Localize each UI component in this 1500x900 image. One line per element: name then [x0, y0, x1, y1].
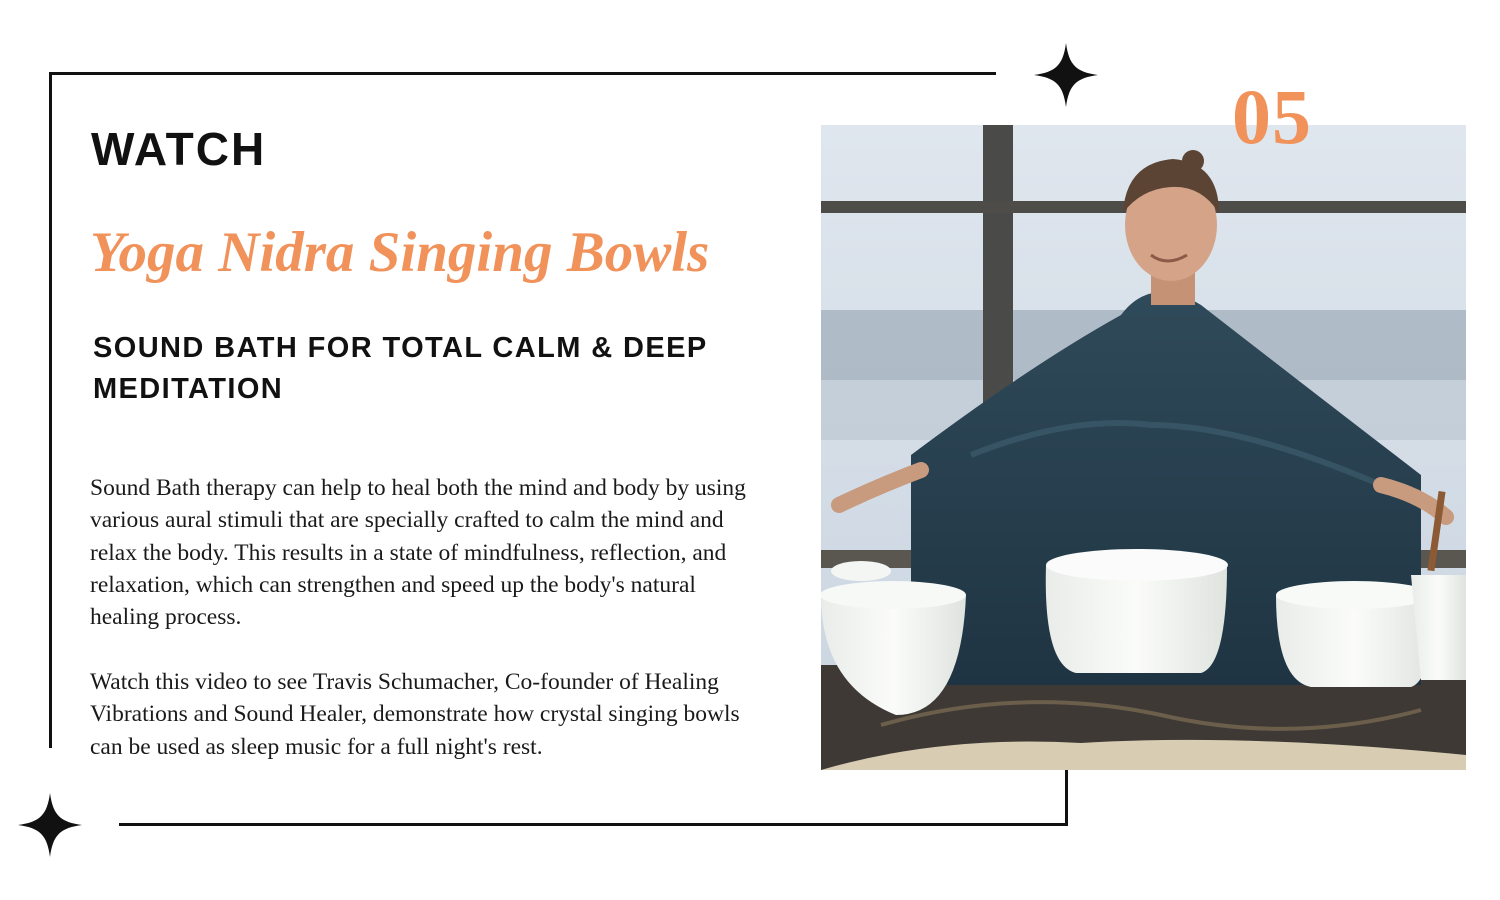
four-point-star-icon	[18, 793, 82, 857]
description-paragraph: Sound Bath therapy can help to heal both the mind and body by using various aural stimuli that are specially crafted to calm the mind and relax the body. This results in a state of mindfulness, reflection, and relaxation, which can strengthen and speed up the body's natural healing process.	[90, 475, 746, 631]
frame-top-line	[49, 72, 996, 75]
video-title: Yoga Nidra Singing Bowls	[90, 221, 710, 284]
four-point-star-icon	[1034, 43, 1098, 107]
frame-right-line	[1065, 770, 1068, 826]
section-number: 05	[1232, 73, 1312, 160]
video-subtitle: SOUND BATH FOR TOTAL CALM & DEEP MEDITATION	[93, 332, 708, 405]
frame-left-line	[49, 72, 52, 748]
frame-bottom-line	[119, 823, 1068, 826]
section-eyebrow: WATCH	[91, 123, 267, 175]
sound-healer-photo	[821, 125, 1466, 770]
description-paragraph: Watch this video to see Travis Schumacher, Co-founder of Healing Vibrations and Sound Healer, demonstrate how crystal singing bowls can be used as sleep music for a full night's rest.	[90, 669, 740, 760]
